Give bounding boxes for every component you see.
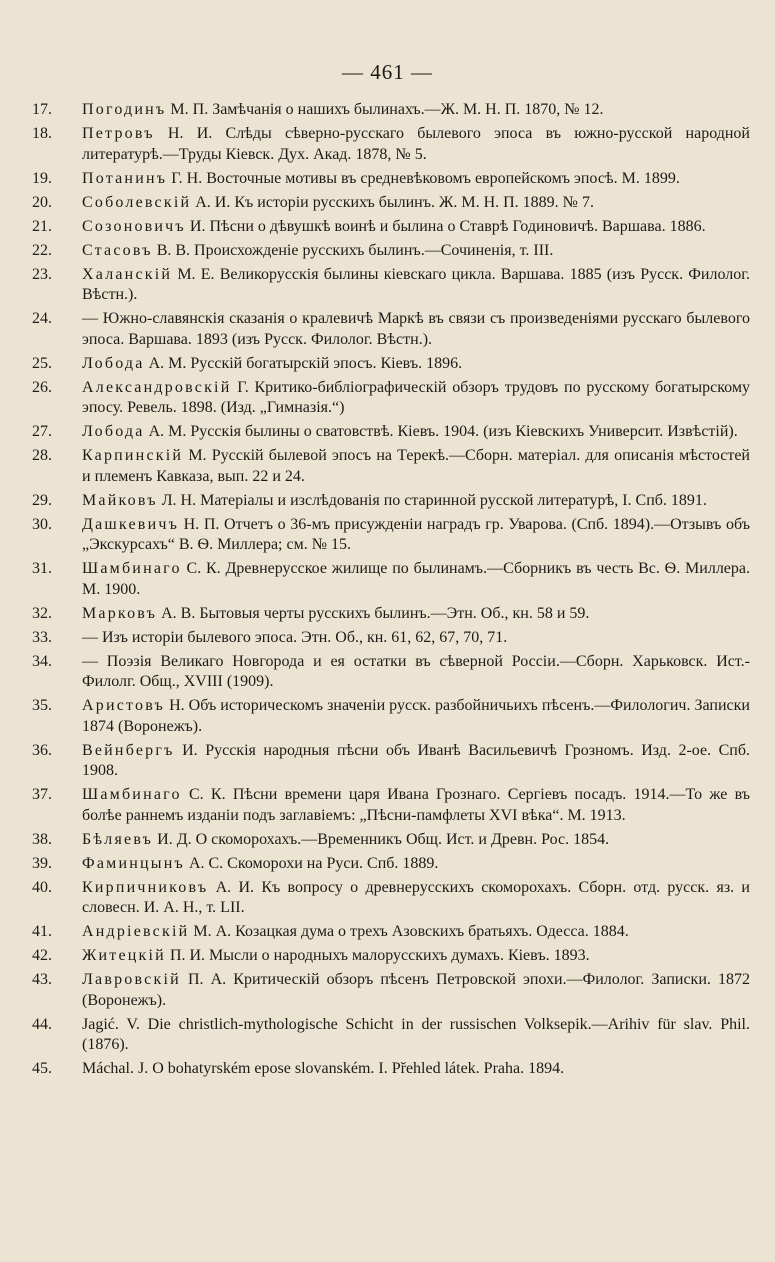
entry-author: Майковъ [82,491,158,509]
bibliography-entry [32,1059,750,1080]
entry-author: Дашкевичъ [82,515,180,533]
entry-number: 33. [32,628,52,646]
entry-author: Шамбинаго [82,786,182,803]
entry-author: Лавровскій [82,971,181,988]
entry-author: Лобода [82,423,145,440]
bibliography-entry [32,830,750,851]
bibliography-entry [32,217,750,238]
entry-author: Петровъ [82,125,155,142]
entry-author: Александровскій [82,378,232,396]
entry-number: 24. [32,310,52,327]
entry-text: И. Русскія народныя пѣсни объ Иванѣ Васильевичѣ Грозномъ. Изд. 2-ое. Спб. 1908. [82,741,750,779]
bibliography-list [32,100,750,1083]
bibliography-entry [32,741,750,782]
entry-number: 40. [32,878,52,896]
entry-text: Н. П. Отчетъ о 36-мъ присужденіи наградъ гр. Уварова. (Спб. 1894).—Отзывъ объ „Экскурсахъ“ В. Ѳ. Миллера; см. № 15. [82,515,750,553]
bibliography-entry [32,193,750,214]
entry-text: М. А. Козацкая дума о трехъ Азовскихъ братьяхъ. Одесса. 1884. [189,923,629,940]
entry-text: М. Е. Великорусскія былины кіевскаго цикла. Варшава. 1885 (изъ Русск. Филолог. Вѣстн.). [82,265,750,303]
entry-number: 45. [32,1060,52,1077]
entry-author: Аристовъ [82,697,166,714]
bibliography-entry [32,970,750,1011]
entry-number: 32. [32,604,52,622]
bibliography-entry [32,446,750,487]
bibliography-entry [32,422,750,443]
entry-author: Фаминцынъ [82,854,185,872]
entry-number: 31. [32,560,52,577]
bibliography-entry [32,491,750,512]
entry-text: И. Пѣсни о дѣвушкѣ воинѣ и былина о Ставрѣ Годиновичѣ. Варшава. 1886. [185,217,706,235]
bibliography-entry [32,628,750,649]
entry-text: Г. Критико-библіографическій обзоръ трудовъ по русскому богатырскому эпосу. Ревель. 1898. (Изд. „Гимназія.“) [82,378,750,416]
entry-text: Н. Объ историческомъ значеніи русск. разбойничьихъ пѣсенъ.—Филологич. Записки 1874 (Воронежъ). [82,697,750,735]
entry-text: В. В. Происхожденіе русскихъ былинъ.—Сочиненія, т. III. [152,241,554,259]
entry-number: 41. [32,923,52,940]
entry-author: Шамбинаго [82,560,182,577]
entry-text: Н. И. Слѣды сѣверно-русскаго былевого эпоса въ южно-русской народной литературѣ.—Труды Кіевск. Дух. Акад. 1878, № 5. [82,125,750,163]
entry-text: А. В. Бытовыя черты русскихъ былинъ.—Этн. Об., кн. 58 и 59. [157,604,590,622]
entry-author: Стасовъ [82,241,153,259]
entry-author: Бѣляевъ [82,830,154,848]
entry-author: Погодинъ [82,101,167,118]
entry-text: М. Русскій былевой эпосъ на Терекѣ.—Сборн. матеріал. для описанія мѣстостей и племенъ Кавказа, вып. 22 и 24. [82,447,750,485]
entry-text: Máchal. J. O bohatyrském epose slovanském. I. Přehled látek. Praha. 1894. [82,1060,565,1077]
entry-number: 26. [32,378,52,396]
bibliography-entry [32,604,750,625]
entry-author: Халанскій [82,265,173,283]
entry-text: С. К. Древнерусское жилище по былинамъ.—Сборникъ въ честь Вс. Ѳ. Миллера. М. 1900. [82,560,750,598]
bibliography-entry [32,354,750,375]
entry-text: П. А. Критическій обзоръ пѣсенъ Петровской эпохи.—Филолог. Записки. 1872 (Воронежъ). [82,971,750,1009]
bibliography-entry [32,515,750,556]
entry-text: Jagić. V. Die christlich-mythologische Schicht in der russischen Volksepik.—Arihiv für slav. Phil. (1876). [82,1015,750,1053]
entry-number: 43. [32,971,52,988]
entry-author: Потанинъ [82,169,168,187]
entry-text: А. М. Русскій богатырскій эпосъ. Кіевъ. 1896. [144,354,463,372]
entry-number: 36. [32,741,52,759]
entry-author: Соболевскій [82,193,192,211]
entry-number: 25. [32,354,52,372]
entry-text: — Поэзія Великаго Новгорода и ея остатки въ сѣверной Россіи.—Сборн. Харьковск. Ист.-Филолг. Общ., XVIII (1909). [82,652,750,690]
entry-author: Кирпичниковъ [82,878,209,896]
entry-number: 42. [32,947,52,964]
entry-text: А. И. Къ исторіи русскихъ былинъ. Ж. М. Н. П. 1889. № 7. [191,193,594,211]
entry-number: 35. [32,697,52,714]
entry-text: Г. Н. Восточные мотивы въ средневѣковомъ европейскомъ эпосѣ. М. 1899. [167,169,680,187]
bibliography-entry [32,265,750,306]
bibliography-entry [32,378,750,419]
bibliography-entry [32,696,750,737]
entry-number: 28. [32,447,52,464]
entry-number: 27. [32,423,52,440]
bibliography-entry [32,878,750,919]
entry-number: 30. [32,515,52,533]
page-number: — 461 — [342,60,433,84]
entry-text: — Изъ исторіи былевого эпоса. Этн. Об., кн. 61, 62, 67, 70, 71. [82,628,508,646]
entry-number: 37. [32,786,52,803]
bibliography-entry [32,100,750,121]
entry-author: Вейнбергъ [82,741,175,759]
entry-text: — Южно-славянскія сказанія о кралевичѣ Маркѣ въ связи съ произведеніями русскаго былевого эпоса. Варшава. 1893 (изъ Русск. Филолог. Вѣстн.). [82,310,750,348]
entry-author: Карпинскій [82,447,184,464]
bibliography-entry [32,309,750,350]
entry-author: Марковъ [82,604,158,622]
bibliography-entry [32,946,750,967]
bibliography-entry [32,169,750,190]
entry-number: 21. [32,217,52,235]
entry-number: 19. [32,169,52,187]
bibliography-entry [32,559,750,600]
bibliography-entry [32,124,750,165]
entry-text: С. К. Пѣсни времени царя Ивана Грознаго. Сергіевъ посадъ. 1914.—То же въ болѣе раннемъ изданіи подъ заглавіемъ: „Пѣсни-памфлеты XVI вѣка“. М. 1913. [82,786,750,824]
entry-author: Лобода [82,354,145,372]
bibliography-entry [32,854,750,875]
entry-text: А. И. Къ вопросу о древнерусскихъ скоморохахъ. Сборн. отд. русск. яз. и словесн. И. А. Н., т. LII. [82,878,750,916]
bibliography-entry [32,785,750,826]
entry-text: И. Д. О скоморохахъ.—Временникъ Общ. Ист. и Древн. Рос. 1854. [153,830,610,848]
entry-number: 17. [32,101,52,118]
entry-author: Житецкій [82,947,166,964]
entry-text: М. П. Замѣчанія о нашихъ былинахъ.—Ж. М. Н. П. 1870, № 12. [166,101,604,118]
bibliography-entry [32,922,750,943]
entry-text: П. И. Мысли о народныхъ малорусскихъ думахъ. Кіевъ. 1893. [165,947,590,964]
entry-number: 34. [32,652,52,670]
entry-number: 38. [32,830,52,848]
entry-number: 29. [32,491,52,509]
entry-author: Созоновичъ [82,217,186,235]
entry-number: 23. [32,265,52,283]
entry-number: 39. [32,854,52,872]
entry-number: 44. [32,1015,52,1033]
entry-number: 22. [32,241,52,259]
bibliography-entry [32,1015,750,1056]
entry-text: Л. Н. Матеріалы и изслѣдованія по старинной русской литературѣ, I. Спб. 1891. [157,491,707,509]
bibliography-entry [32,241,750,262]
bibliography-entry [32,652,750,693]
entry-number: 18. [32,125,52,142]
entry-text: А. С. Скоморохи на Руси. Спб. 1889. [184,854,439,872]
entry-text: А. М. Русскія былины о сватовствѣ. Кіевъ. 1904. (изъ Кіевскихъ Университ. Извѣстій). [144,423,738,440]
entry-author: Андріевскій [82,923,190,940]
entry-number: 20. [32,193,52,211]
